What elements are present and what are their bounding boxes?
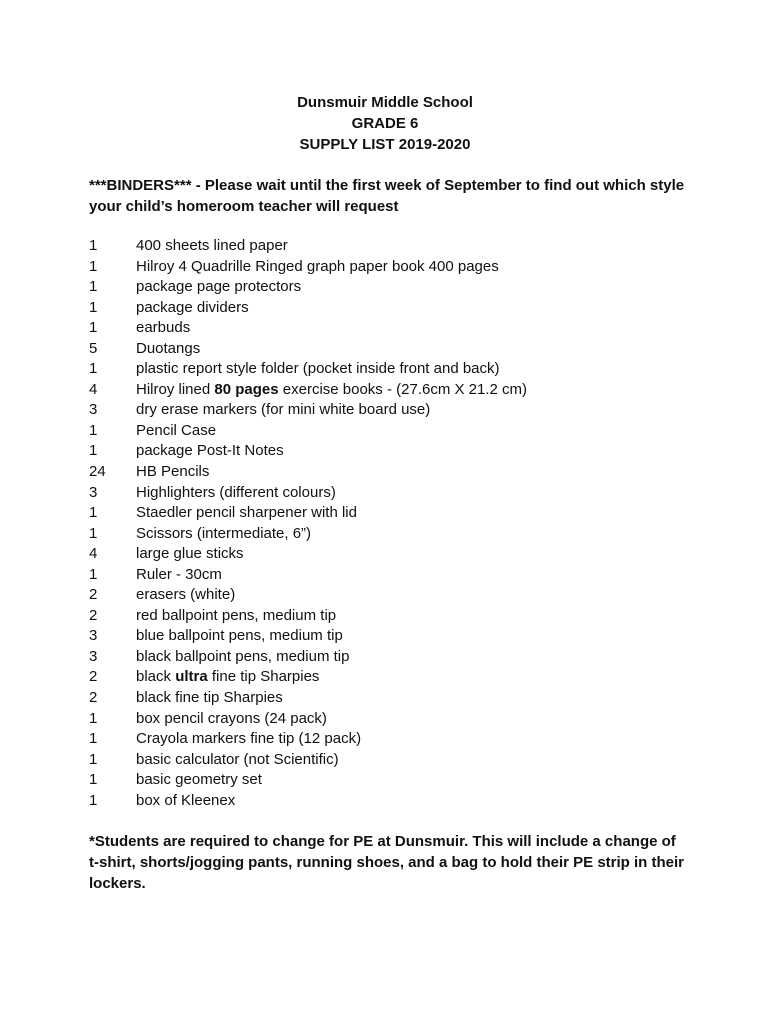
item-quantity: 1 [89,421,98,439]
list-item [89,524,689,545]
item-description: box of Kleenex [136,791,236,809]
item-quantity: 1 [89,771,98,789]
list-item [89,585,689,606]
item-description: package dividers [136,298,249,316]
item-description: package Post-It Notes [136,442,284,460]
item-quantity: 5 [89,339,98,357]
list-item [89,277,689,298]
item-description: Pencil Case [136,421,217,439]
item-quantity: 1 [89,237,98,254]
item-quantity: 1 [89,319,98,337]
list-item [89,729,689,750]
item-quantity: 2 [89,606,98,624]
list-item [89,318,689,339]
item-description: black ballpoint pens, medium tip [136,647,350,665]
list-item [89,462,689,483]
item-quantity: 1 [89,298,98,316]
grade-label: GRADE 6 [351,115,419,132]
item-description: plastic report style folder (pocket inside front and back) [136,360,500,378]
item-description-emphasis: 80 pages [214,380,279,398]
item-description: Ruler - 30cm [136,565,222,583]
item-description: blue ballpoint pens, medium tip [136,627,343,645]
supply-list-title: SUPPLY LIST 2019-2020 [299,136,471,153]
document-header [0,92,770,155]
list-item [89,750,689,771]
item-description: red ballpoint pens, medium tip [136,606,337,624]
list-item [89,359,689,380]
item-quantity: 3 [89,627,98,645]
item-quantity: 2 [89,689,98,707]
item-description: erasers (white) [136,586,236,604]
list-item [89,647,689,668]
item-description: basic calculator (not Scientific) [136,750,339,768]
item-description: basic geometry set [136,771,262,789]
item-quantity: 1 [89,730,98,748]
item-description: Highlighters (different colours) [136,483,336,501]
item-quantity: 1 [89,442,98,460]
item-description: HB Pencils [136,463,210,481]
list-item [89,441,689,462]
list-item [89,688,689,709]
item-quantity: 4 [89,380,98,398]
list-item [89,626,689,647]
list-item [89,770,689,791]
item-description: Scissors (intermediate, 6”) [136,524,312,542]
list-item [89,298,689,319]
item-description-text: exercise books - (27.6cm X 21.2 cm) [278,380,528,398]
item-quantity: 1 [89,709,98,727]
item-description [136,380,527,401]
list-item [89,544,689,565]
item-description: large glue sticks [136,545,244,563]
item-description: Staedler pencil sharpener with lid [136,504,357,522]
list-item [89,667,689,688]
list-item [89,503,689,524]
list-item [89,791,689,812]
item-quantity: 24 [89,463,106,481]
list-item [89,380,689,401]
item-quantity: 1 [89,278,98,296]
item-description-text: fine tip Sharpies [207,668,320,686]
item-description: package page protectors [136,278,302,296]
list-item [89,421,689,442]
item-description-text: Hilroy lined [136,380,215,398]
item-description: 400 sheets lined paper [136,237,288,254]
list-item [89,339,689,360]
item-description [136,667,319,688]
item-quantity: 3 [89,647,98,665]
item-quantity: 1 [89,360,98,378]
item-quantity: 1 [89,791,98,809]
item-description: Duotangs [136,339,201,357]
binders-note: ***BINDERS*** - Please wait until the first week of September to find out which style your child’s homeroom teacher will request [89,177,685,215]
item-quantity: 2 [89,668,98,686]
list-item [89,565,689,586]
item-quantity: 1 [89,504,98,522]
item-quantity: 3 [89,483,98,501]
item-description: Hilroy 4 Quadrille Ringed graph paper book 400 pages [136,257,499,275]
list-item [89,606,689,627]
supply-list [89,236,689,811]
item-description: dry erase markers (for mini white board use) [136,401,431,419]
item-quantity: 1 [89,257,98,275]
item-description-emphasis: ultra [175,668,208,686]
item-quantity: 1 [89,750,98,768]
pe-note: *Students are required to change for PE at Dunsmuir. This will include a change of t-shirt, shorts/jogging pants, running shoes, and a bag to hold their PE strip in their lockers. [89,833,685,892]
list-item [89,400,689,421]
item-description-text: black [136,668,176,686]
item-quantity: 1 [89,524,98,542]
list-item [89,483,689,504]
item-description: box pencil crayons (24 pack) [136,709,327,727]
item-description: Crayola markers fine tip (12 pack) [136,730,362,748]
item-quantity: 2 [89,586,98,604]
item-quantity: 3 [89,401,98,419]
list-item [89,257,689,278]
item-quantity: 1 [89,565,98,583]
list-item [89,709,689,730]
list-item [89,236,689,257]
item-description: earbuds [136,319,191,337]
item-quantity: 4 [89,545,98,563]
school-name: Dunsmuir Middle School [297,94,473,111]
item-description: black fine tip Sharpies [136,689,283,707]
